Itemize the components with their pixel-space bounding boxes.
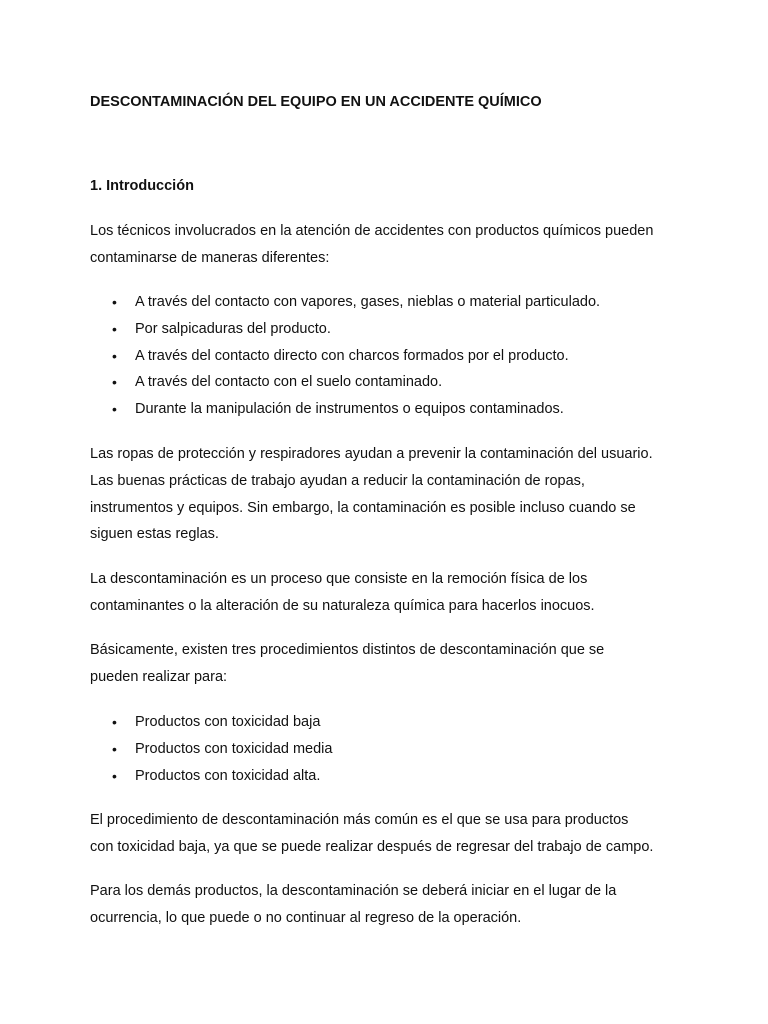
paragraph-other-products (90, 878, 710, 932)
contamination-ways-list (90, 289, 710, 423)
paragraph-line: El procedimiento de descontaminación más común es el que se usa para productos (90, 812, 629, 828)
paragraph-line: La descontaminación es un proceso que consiste en la remoción física de los (90, 571, 588, 587)
list-item (90, 343, 710, 370)
list-item-text: A través del contacto con vapores, gases, nieblas o material particulado. (135, 294, 601, 310)
bullet-icon: • (112, 347, 117, 364)
bullet-icon: • (112, 767, 117, 784)
bullet-icon: • (112, 714, 117, 730)
list-item-text: A través del contacto directo con charcos formados por el producto. (135, 347, 569, 364)
bullet-icon: • (112, 374, 117, 391)
paragraph-line: pueden realizar para: (90, 668, 228, 685)
list-item (90, 316, 710, 343)
paragraph-line: Para los demás productos, la descontaminación se deberá iniciar en el lugar de la (90, 883, 617, 899)
paragraph-line: con toxicidad baja, ya que se puede realizar después de regresar del trabajo de campo. (90, 838, 654, 855)
bullet-icon: • (112, 740, 117, 757)
paragraph-line: Las buenas prácticas de trabajo ayudan a reducir la contaminación de ropas, (90, 472, 585, 489)
paragraph-definition (90, 566, 710, 620)
list-item (90, 763, 710, 790)
list-item-text: Durante la manipulación de instrumentos o equipos contaminados. (135, 401, 564, 418)
bullet-icon: • (112, 401, 117, 418)
paragraph-procedures (90, 637, 710, 691)
list-item-text: Productos con toxicidad baja (135, 714, 321, 730)
document-title: DESCONTAMINACIÓN DEL EQUIPO EN UN ACCIDENTE QUÍMICO (90, 94, 542, 110)
list-item-text: Por salpicaduras del producto. (135, 320, 331, 337)
list-item-text: A través del contacto con el suelo contaminado. (135, 374, 443, 391)
paragraph-line: Las ropas de protección y respiradores ayudan a prevenir la contaminación del usuario. (90, 446, 653, 462)
bullet-icon: • (112, 294, 117, 310)
paragraph-line: Los técnicos involucrados en la atención de accidentes con productos químicos pueden (90, 223, 654, 239)
list-item (90, 369, 710, 396)
list-item (90, 709, 710, 736)
paragraph-line: Básicamente, existen tres procedimientos distintos de descontaminación que se (90, 642, 605, 658)
list-item (90, 396, 710, 423)
paragraph-line: contaminarse de maneras diferentes: (90, 249, 330, 266)
paragraph-line: siguen estas reglas. (90, 526, 219, 543)
list-item (90, 736, 710, 763)
paragraph-common-procedure (90, 807, 710, 861)
paragraph-intro (90, 218, 710, 272)
list-item-text: Productos con toxicidad media (135, 740, 333, 757)
section-heading-introduccion: 1. Introducción (90, 178, 194, 194)
bullet-icon: • (112, 320, 117, 337)
paragraph-protection (90, 441, 710, 548)
paragraph-line: contaminantes o la alteración de su naturaleza química para hacerlos inocuos. (90, 597, 595, 614)
paragraph-line: instrumentos y equipos. Sin embargo, la contaminación es posible incluso cuando se (90, 499, 636, 516)
toxicity-levels-list (90, 709, 710, 789)
list-item (90, 289, 710, 316)
paragraph-line: ocurrencia, lo que puede o no continuar al regreso de la operación. (90, 909, 522, 926)
list-item-text: Productos con toxicidad alta. (135, 767, 321, 784)
